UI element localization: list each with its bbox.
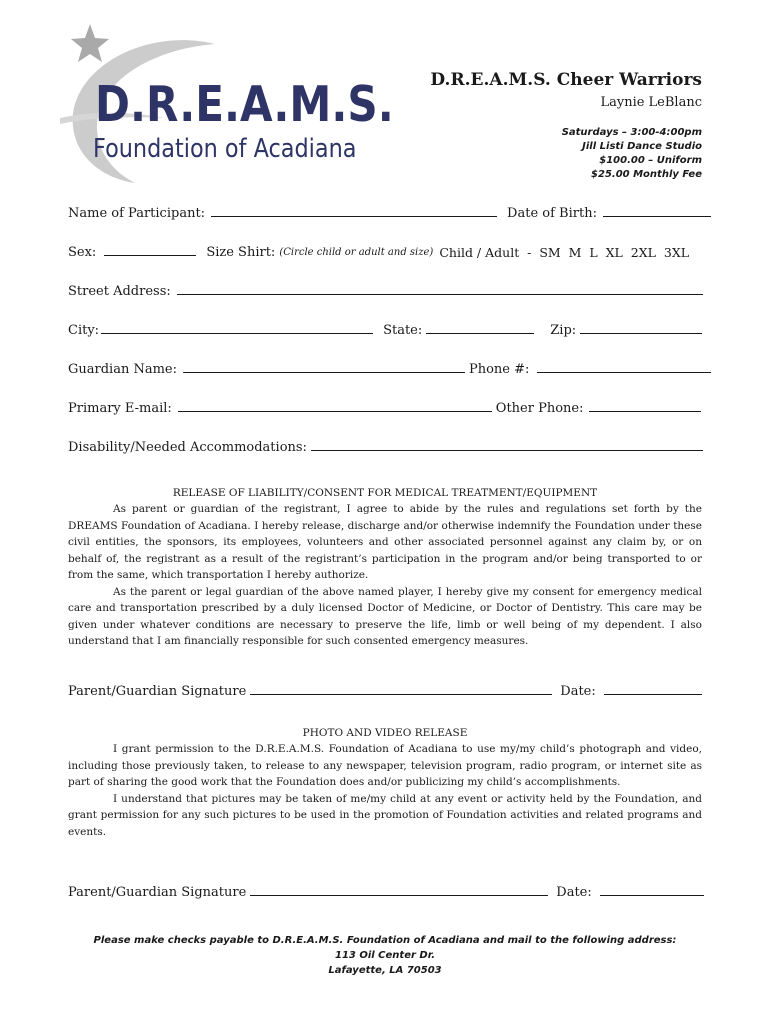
guardian-name-field[interactable]	[183, 372, 465, 373]
guardian-label: Guardian Name:	[68, 362, 177, 377]
signature-date-label-1: Date:	[560, 684, 596, 699]
signature-label-1: Parent/Guardian Signature	[68, 684, 247, 699]
schedule-text: Saturdays – 3:00-4:00pm	[561, 127, 702, 138]
logo-sub-text: Foundation of Acadiana	[93, 134, 357, 164]
phone-label: Phone #:	[468, 362, 530, 377]
signature-date-label-2: Date:	[556, 885, 592, 900]
disability-row	[68, 433, 702, 455]
participant-name-field[interactable]	[211, 216, 497, 217]
phone-field[interactable]	[537, 372, 711, 373]
zip-label: Zip:	[550, 323, 577, 338]
photo-release-text	[68, 741, 702, 840]
signature-field-2[interactable]	[250, 895, 548, 896]
photo-release-heading: PHOTO AND VIDEO RELEASE	[302, 727, 468, 739]
street-address-field[interactable]	[177, 294, 703, 295]
email-field[interactable]	[178, 411, 492, 412]
payment-instructions: Please make checks payable to D.R.E.A.M.S. Foundation of Acadiana and mail to the following address:	[93, 935, 677, 946]
sex-field[interactable]	[104, 255, 196, 256]
photo-paragraph-1: I grant permission to the D.R.E.A.M.S. Foundation of Acadiana to use my/my child’s photograph and video, including those previously taken, to release to any newspaper, television program, radio program, or internet site as part of sharing the good work that the Foundation does and/or publicizing my child’s accomplishments.	[68, 743, 702, 788]
release-paragraph-2: As the parent or legal guardian of the above named player, I hereby give my consent for emergency medical care and transportation prescribed by a duly licensed Doctor of Medicine, or Doctor of Dentistry. This care may be given under whatever conditions are necessary to preserve the life, limb or well being of my dependent. I also understand that I am financially responsible for such consented emergency measures.	[68, 585, 702, 647]
state-label: State:	[383, 323, 423, 338]
sex-label: Sex:	[68, 245, 97, 260]
city-field[interactable]	[101, 333, 373, 334]
shirt-size-hint: (Circle child or adult and size)	[279, 247, 434, 258]
mailing-street: 113 Oil Center Dr.	[334, 950, 435, 961]
shirt-size-options[interactable]: Child / Adult - SM M L XL 2XL 3XL	[439, 245, 690, 260]
email-row	[68, 394, 702, 416]
uniform-fee-text: $100.00 – Uniform	[599, 155, 702, 166]
other-phone-field[interactable]	[589, 411, 701, 412]
dob-field[interactable]	[603, 216, 711, 217]
mailing-instructions	[68, 933, 702, 978]
city-label: City:	[68, 323, 100, 338]
mailing-city-state-zip: Lafayette, LA 70503	[328, 965, 442, 976]
email-label: Primary E-mail:	[68, 401, 172, 416]
signature-date-field-2[interactable]	[600, 895, 704, 896]
photo-paragraph-2: I understand that pictures may be taken of me/my child at any event or activity held by the Foundation, and grant permission for any such pictures to be used in the promotion of Foundation activities and related programs and events.	[68, 792, 702, 838]
participant-label: Name of Participant:	[68, 206, 206, 221]
disability-field[interactable]	[311, 450, 703, 451]
signature-label-2: Parent/Guardian Signature	[68, 885, 247, 900]
release-paragraph-1: As parent or guardian of the registrant, I agree to abide by the rules and regulations set forth by the DREAMS Foundation of Acadiana. I hereby release, discharge and/or otherwise indemnify the Foundation under these civil entities, the sponsors, its employees, volunteers and other associated personnel against any claim by, or on behalf of, the registrant as a result of the registrant’s participation in the program and/or being transported to or from the same, which transportation I hereby authorize.	[68, 503, 702, 581]
zip-field[interactable]	[580, 333, 702, 334]
sex-shirt-row	[68, 238, 702, 260]
signature-field-1[interactable]	[250, 694, 552, 695]
shirt-size-label: Size Shirt:	[206, 245, 276, 260]
signature-row-1	[68, 677, 702, 699]
signature-date-field-1[interactable]	[604, 694, 702, 695]
street-label: Street Address:	[68, 284, 171, 299]
release-heading: RELEASE OF LIABILITY/CONSENT FOR MEDICAL TREATMENT/EQUIPMENT	[172, 487, 598, 499]
release-text	[68, 501, 702, 650]
coach-name: Laynie LeBlanc	[600, 95, 702, 110]
disability-label: Disability/Needed Accommodations:	[68, 440, 307, 455]
other-phone-label: Other Phone:	[495, 401, 584, 416]
signature-row-2	[68, 878, 702, 900]
logo-main-text: D.R.E.A.M.S.	[95, 76, 394, 133]
dreams-logo	[55, 18, 394, 188]
participant-row	[68, 199, 702, 221]
street-row	[68, 277, 702, 299]
state-field[interactable]	[426, 333, 534, 334]
venue-text: Jill Listi Dance Studio	[582, 141, 702, 152]
monthly-fee-text: $25.00 Monthly Fee	[591, 169, 702, 180]
guardian-row	[68, 355, 702, 377]
city-state-zip-row	[68, 316, 702, 338]
program-title: D.R.E.A.M.S. Cheer Warriors	[430, 70, 702, 90]
dob-label: Date of Birth:	[507, 206, 597, 221]
